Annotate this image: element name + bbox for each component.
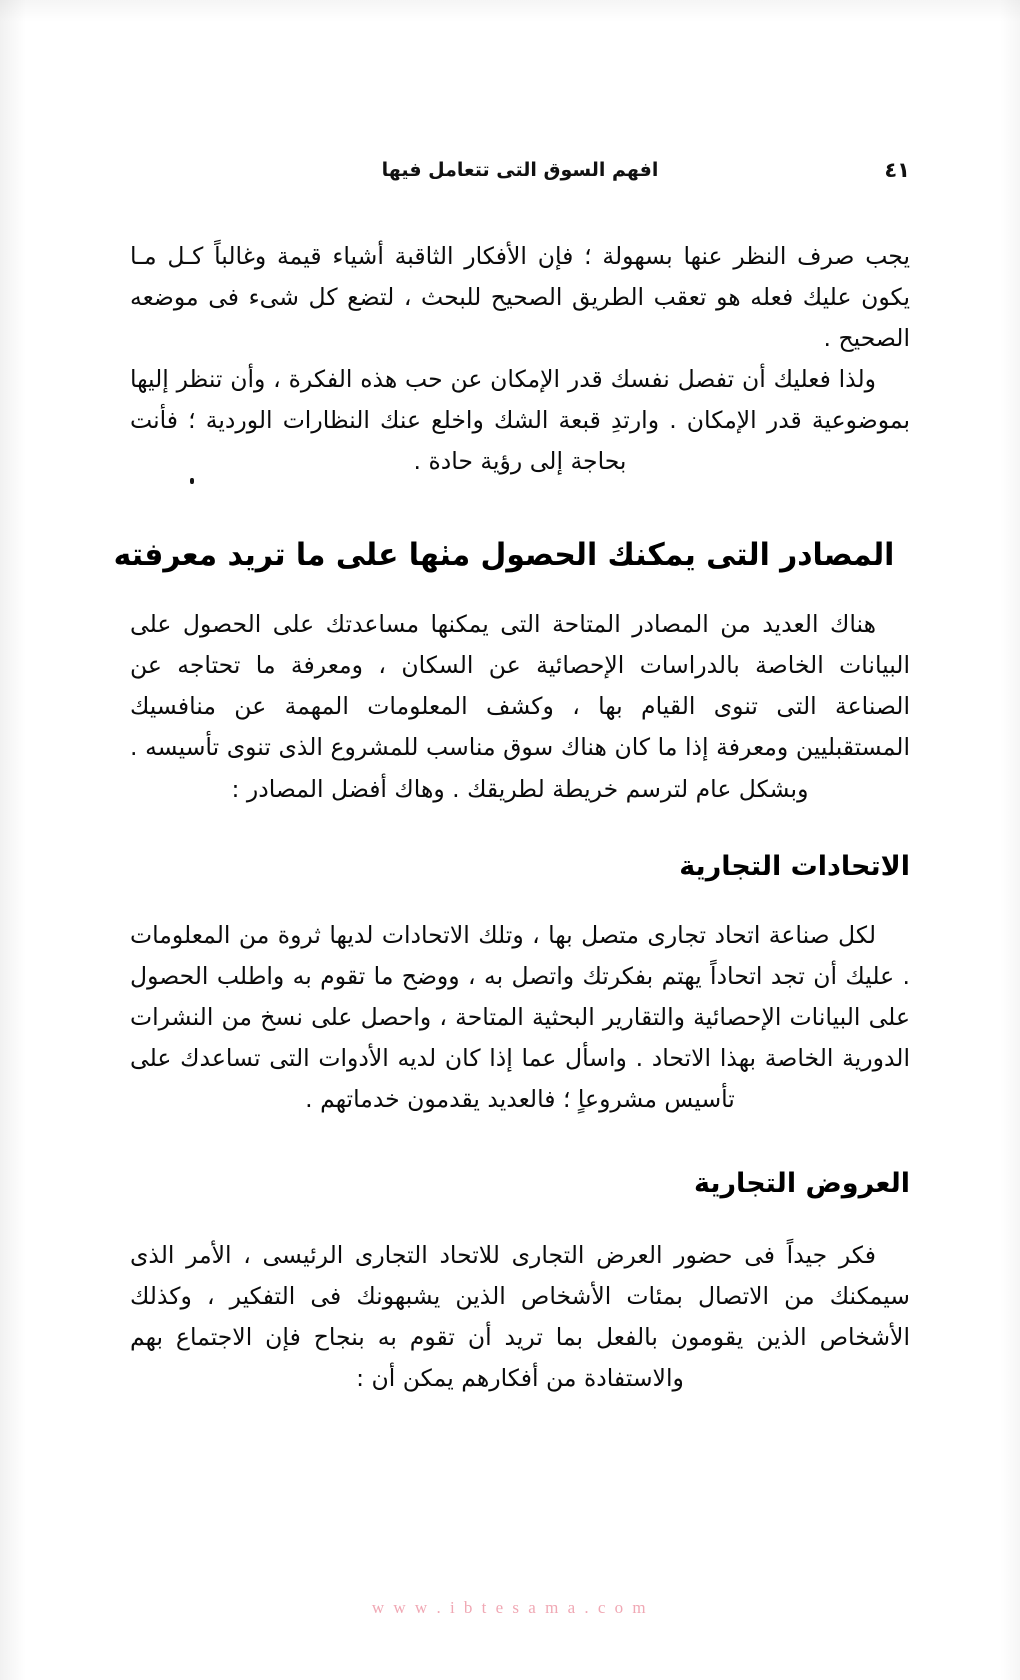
paragraph-text: يجب صرف النظر عنها بسهولة ؛ فإن الأفكار الثاقبة أشياء قيمة وغالباً كـل مـا يكون عليك فعله هو تعقب الطريق الصحيح للبحث ، لتضع كل شىء فى موضعه الصحيح . (130, 242, 910, 352)
subsection-heading-trade-shows: العروض التجارية (694, 1168, 910, 1199)
paragraph-trade-unions (130, 915, 910, 1120)
page-number: ٤١ (884, 158, 910, 182)
scan-edge-shading-right (1000, 0, 1020, 1680)
paragraph-objectivity (130, 359, 910, 482)
paragraph-sources-intro-tail (130, 769, 910, 810)
running-title: افهم السوق التى تتعامل فيها (381, 159, 659, 181)
ink-speck (190, 478, 194, 484)
site-watermark: w w w . i b t e s a m a . c o m (371, 1598, 649, 1617)
paragraph-text: ولذا فعليك أن تفصل نفسك قدر الإمكان عن حب هذه الفكرة ، وأن تنظر إليها بموضوعية قدر الإمكان . وارتدِ قبعة الشك واخلع عنك النظارات الوردية ؛ فأنت بحاجة إلى رؤية حادة . (130, 365, 910, 475)
subsection-heading-trade-unions: الاتحادات التجارية (679, 851, 910, 882)
paragraph-trade-shows (130, 1235, 910, 1399)
scan-edge-shading-left (0, 0, 26, 1680)
scan-edge-shading-top (0, 0, 1020, 22)
paragraph-continuation (130, 236, 910, 359)
paragraph-text: لكل صناعة اتحاد تجارى متصل بها ، وتلك الاتحادات لديها ثروة من المعلومات . عليك أن تجد اتحاداً يهتم بفكرتك واتصل به ، ووضح ما تقوم به واطلب الحصول على البيانات الإحصائية والتقارير البحثية المتاحة ، واحصل على نسخ من النشرات الدورية الخاصة بهذا الاتحاد . واسأل عما إذا كان لديه الأدوات التى تساعدك على تأسيس مشروعاٍ ؛ فالعديد يقدمون خدماتهم . (130, 921, 910, 1113)
paragraph-text: وبشكل عام لترسم خريطة لطريقك . وهاك أفضل المصادر : (231, 775, 809, 803)
paragraph-sources-intro (130, 604, 910, 768)
section-heading-sources: المصادر التى يمكنك الحصول منها على ما تريد معرفته (113, 537, 895, 573)
running-header (130, 158, 910, 192)
paragraph-text: فكر جيداً فى حضور العرض التجارى للاتحاد التجارى الرئيسى ، الأمر الذى سيمكنك من الاتصال بمئات الأشخاص الذين يشبهونك فى التفكير ، وكذلك الأشخاص الذين يقومون بالفعل بما تريد أن تقوم به بنجاح فإن الاجتماع بهم والاستفادة من أفكارهم يمكن أن : (130, 1241, 910, 1392)
paragraph-text: هناك العديد من المصادر المتاحة التى يمكنها مساعدتك على الحصول على البيانات الخاصة بالدراسات الإحصائية عن السكان ، ومعرفة ما تحتاجه عن الصناعة التى تنوى القيام بها ، وكشف المعلومات المهمة عن منافسيك المستقبليين ومعرفة إذا ما كان هناك سوق مناسب للمشروع الذى تنوى تأسيسه . (130, 610, 910, 761)
